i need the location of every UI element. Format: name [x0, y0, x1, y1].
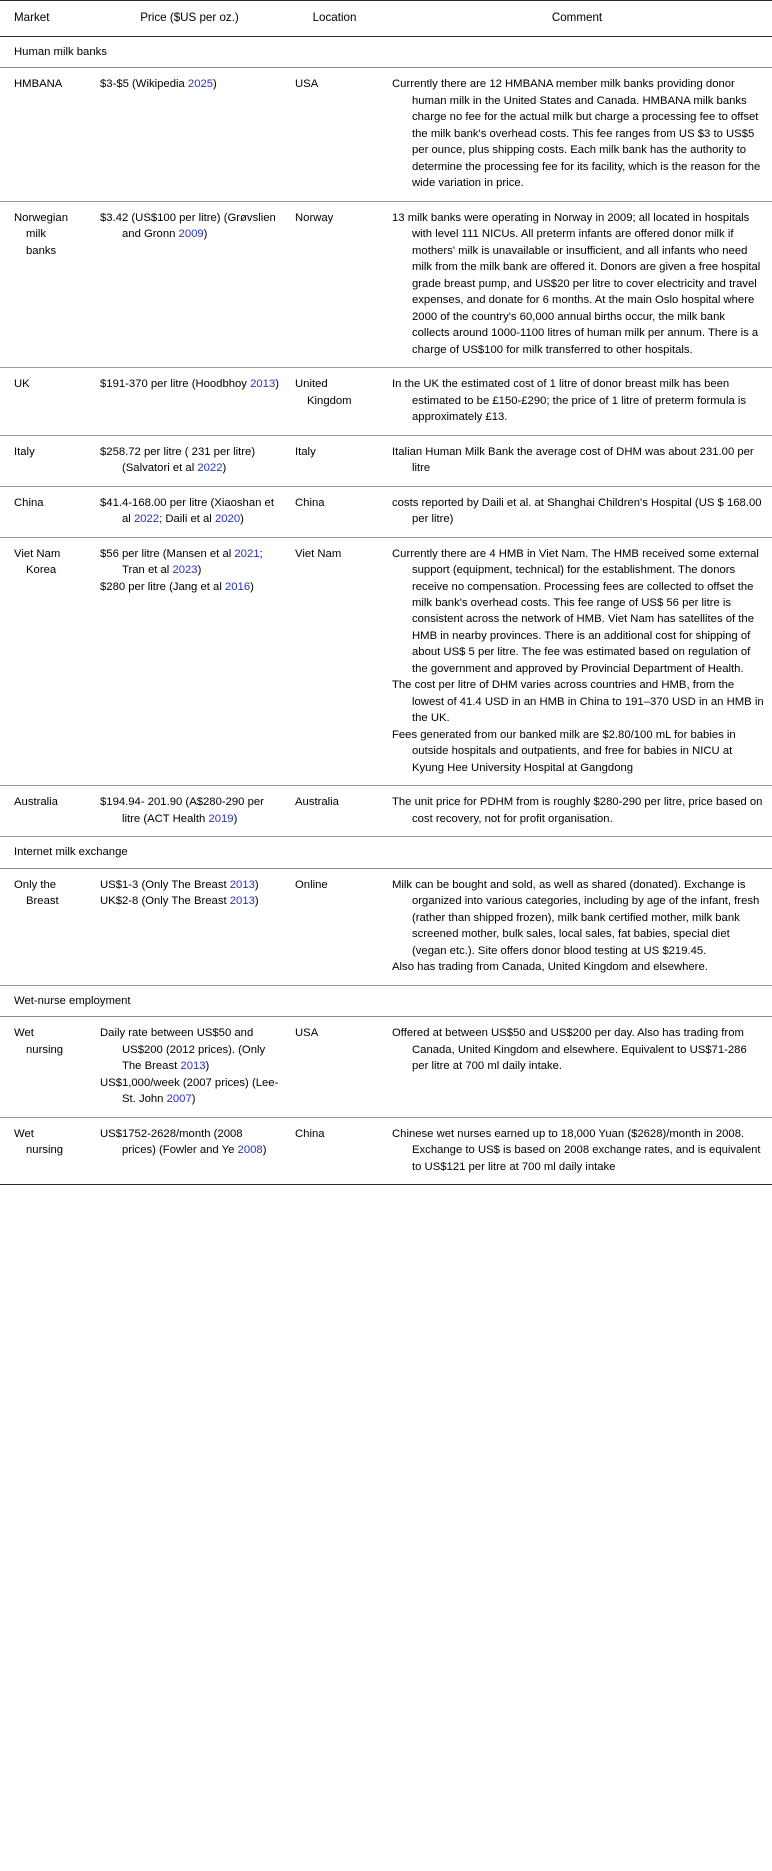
citation-year[interactable]: 2008 [237, 1144, 263, 1157]
cell-market [0, 201, 92, 367]
table-row [0, 786, 772, 837]
header-row [0, 1, 772, 37]
price-text: ) [213, 78, 217, 91]
cell-price [92, 201, 287, 367]
table-row [0, 868, 772, 985]
comment-paragraph: Currently there are 12 HMBANA member milk banks providing donor human milk in the United States and Canada. HMBANA milk banks charge no fee for the actual milk but charge a processing fee to offset the milk bank's overhead costs. This fee ranges from US $3 to US$5 per ounce, plus shipping costs. Each milk bank has the authority to determine the processing fee for its facility, which is the reason for the wide variation in price. [392, 78, 761, 190]
price-text: $280 per litre (Jang et al [100, 580, 225, 593]
column-header-market: Market [0, 1, 92, 37]
price-text: ) [205, 1060, 210, 1073]
table-row [0, 435, 772, 486]
section-title: Internet milk exchange [0, 837, 772, 868]
price-entry [100, 444, 279, 477]
section-title: Human milk banks [0, 36, 772, 67]
cell-comment [382, 1117, 772, 1184]
market-line: China [14, 496, 44, 509]
location-line: Kingdom [307, 394, 352, 407]
cell-location [287, 1117, 382, 1184]
market-line: Australia [14, 796, 58, 809]
table-section-header-row [0, 837, 772, 868]
citation-year[interactable]: 2019 [208, 812, 234, 825]
table-row [0, 368, 772, 435]
price-entry [100, 1025, 279, 1074]
cell-price [92, 1117, 287, 1184]
citation-year[interactable]: 2020 [214, 513, 241, 526]
location-line: USA [295, 78, 319, 91]
price-entry [100, 210, 279, 243]
cell-price [92, 868, 287, 985]
cell-location [287, 368, 382, 435]
table-row [0, 537, 772, 786]
cell-location [287, 1017, 382, 1117]
price-entry [100, 579, 279, 595]
price-entry [100, 794, 279, 827]
price-text: US$1,000/week (2007 prices) (Lee-St. John [100, 1076, 279, 1106]
column-header-price: Price ($US per oz.) [92, 1, 287, 37]
table-header [0, 1, 772, 37]
section-title: Wet-nurse employment [0, 985, 772, 1016]
cell-market [0, 68, 92, 201]
market-line: Norwegian [14, 211, 69, 224]
citation-year[interactable]: 2022 [197, 462, 223, 475]
price-text: ; Daili et al [159, 513, 215, 526]
cell-location [287, 435, 382, 486]
price-entry [100, 877, 279, 893]
cell-price [92, 1017, 287, 1117]
cell-market [0, 868, 92, 985]
price-text: Daily rate between US$50 and US$200 (2012 prices). (Only The Breast [100, 1027, 266, 1073]
table-section-header-row [0, 985, 772, 1016]
market-line: HMBANA [14, 78, 63, 91]
table-row [0, 486, 772, 537]
cell-location [287, 786, 382, 837]
price-entry [100, 376, 279, 392]
market-line: Italy [14, 445, 35, 458]
price-text: ) [240, 513, 244, 526]
market-line: Wet [14, 1027, 34, 1040]
cell-price [92, 68, 287, 201]
cell-price [92, 786, 287, 837]
price-text: US$1-3 (Only The Breast [100, 878, 230, 891]
cell-comment [382, 435, 772, 486]
price-text: ) [262, 1144, 267, 1157]
cell-comment [382, 1017, 772, 1117]
citation-year[interactable]: 2016 [224, 580, 251, 593]
cell-market [0, 1017, 92, 1117]
cell-comment [382, 368, 772, 435]
cell-market [0, 486, 92, 537]
citation-year[interactable]: 2007 [166, 1093, 192, 1106]
cell-location [287, 537, 382, 786]
table-row [0, 1117, 772, 1184]
price-text: $3-$5 (Wikipedia [100, 78, 188, 91]
table-section-header-row [0, 36, 772, 67]
cell-price [92, 368, 287, 435]
comment-paragraph: Italian Human Milk Bank the average cost of DHM was about 231.00 per litre [392, 445, 754, 475]
price-text: ) [203, 228, 208, 241]
citation-year[interactable]: 2021 [234, 547, 260, 560]
cell-market [0, 537, 92, 786]
price-entry [100, 495, 279, 528]
price-text: ) [191, 1093, 196, 1106]
market-line: Viet Nam [14, 547, 61, 560]
cell-comment [382, 201, 772, 367]
comment-paragraph: costs reported by Daili et al. at Shanghai Children's Hospital (US $ 168.00 per litre) [392, 496, 762, 526]
price-text: ) [250, 580, 254, 593]
price-text: UK$2-8 (Only The Breast [100, 895, 230, 908]
price-text: ; Tran et al [122, 547, 263, 577]
price-text: ) [254, 878, 259, 891]
cell-market [0, 435, 92, 486]
cell-comment [382, 537, 772, 786]
price-entry [100, 893, 279, 909]
location-line: Italy [295, 445, 316, 458]
table-row [0, 201, 772, 367]
price-entry [100, 1126, 279, 1159]
citation-year[interactable]: 2013 [250, 378, 276, 391]
market-line: UK [14, 378, 30, 391]
cell-price [92, 537, 287, 786]
price-text: ) [254, 895, 259, 908]
comment-paragraph: Chinese wet nurses earned up to 18,000 Yuan ($2628)/month in 2008. Exchange to US$ is based on 2008 exchange rates, and is equivalent to US$121 per litre at 700 ml daily intake [392, 1127, 761, 1173]
location-line: China [295, 1127, 325, 1140]
price-text: $3.42 (US$100 per litre) (Grøvslien and Gronn [100, 211, 276, 241]
price-text: $258.72 per litre ( 231 per litre) (Salvatori et al [100, 445, 256, 475]
cell-comment [382, 486, 772, 537]
location-line: Norway [295, 211, 334, 224]
cell-market [0, 368, 92, 435]
table-body [0, 36, 772, 1184]
price-text: US$1752-2628/month (2008 prices) (Fowler and Ye [100, 1127, 243, 1157]
market-line: milk [26, 228, 47, 241]
citation-year[interactable]: 2022 [133, 513, 160, 526]
comment-paragraph: The cost per litre of DHM varies across countries and HMB, from the lowest of 41.4 USD in an HMB in China to 191–370 USD in an HMB in the UK. [392, 679, 764, 725]
price-text: ) [222, 462, 227, 475]
market-line: Only the [14, 878, 57, 891]
location-line: China [295, 496, 325, 509]
comment-paragraph: Fees generated from our banked milk are $2.80/100 mL for babies in outside hospitals and outpatients, and free for babies in NICU at Kyung Hee University Hospital at Gangdong [392, 728, 736, 774]
citation-year[interactable]: 2013 [229, 878, 255, 891]
price-entry [100, 546, 279, 579]
market-line: Korea [26, 564, 57, 577]
cell-comment [382, 68, 772, 201]
location-line: United [295, 378, 328, 391]
citation-year[interactable]: 2025 [187, 78, 214, 91]
location-line: Online [295, 878, 328, 891]
market-line: Wet [14, 1127, 34, 1140]
cell-location [287, 201, 382, 367]
comment-paragraph: Also has trading from Canada, United Kingdom and elsewhere. [392, 961, 708, 974]
column-header-location: Location [287, 1, 382, 37]
market-line: Breast [26, 895, 59, 908]
citation-year[interactable]: 2023 [172, 564, 198, 577]
price-entry [100, 1075, 279, 1108]
market-line: banks [26, 244, 57, 257]
citation-year[interactable]: 2009 [178, 228, 204, 241]
table-row [0, 68, 772, 201]
price-text: ) [275, 378, 279, 391]
comment-paragraph: Milk can be bought and sold, as well as shared (donated). Exchange is organized into various categories, including by age of the infant, fresh (rather than shipped frozen), milk bank certified mother, milk bank screened mother, bulk sales, local sales, fat babies, special diet (vegan etc.). Site offers donor blood testing at US $219.45. [392, 878, 760, 957]
cell-price [92, 435, 287, 486]
table-row [0, 1017, 772, 1117]
market-line: nursing [26, 1144, 64, 1157]
cell-location [287, 868, 382, 985]
cell-comment [382, 786, 772, 837]
location-line: Australia [295, 796, 339, 809]
comment-paragraph: The unit price for PDHM from is roughly $280-290 per litre, price based on cost recovery, not for profit organisation. [392, 796, 763, 825]
comment-paragraph: 13 milk banks were operating in Norway in 2009; all located in hospitals with level 111 NICUs. All preterm infants are offered donor milk if mothers' milk is unavailable or insufficient, and all infants who need milk from the milk bank are offered it. Donors are given a free hospital grade breast pump, and US$20 per litre to cover electricity and travel expenses, and donate for 6 months. At the main Oslo hospital where 2000 of the country's 60,000 annual births occur, the milk bank collects around 1000-1100 litres of human milk per annum. There is a charge of US$100 for milk transferred to other hospitals. [392, 211, 761, 356]
location-line: Viet Nam [295, 547, 342, 560]
price-text: $56 per litre (Mansen et al [100, 547, 235, 560]
column-header-comment: Comment [382, 1, 772, 37]
cell-price [92, 486, 287, 537]
cell-comment [382, 868, 772, 985]
citation-year[interactable]: 2013 [229, 895, 255, 908]
market-line: nursing [26, 1043, 64, 1056]
cell-location [287, 68, 382, 201]
citation-year[interactable]: 2013 [180, 1060, 206, 1073]
price-text: $194.94- 201.90 (A$280-290 per litre (ACT Health [100, 796, 264, 825]
price-text: ) [197, 564, 202, 577]
cell-market [0, 786, 92, 837]
cell-location [287, 486, 382, 537]
location-line: USA [295, 1027, 319, 1040]
comment-paragraph: In the UK the estimated cost of 1 litre of donor breast milk has been estimated to be £150-£290; the price of 1 litre of preterm formula is approximately £13. [392, 378, 747, 424]
price-text: ) [233, 812, 238, 825]
cell-market [0, 1117, 92, 1184]
price-text: $191-370 per litre (Hoodbhoy [100, 378, 251, 391]
comment-paragraph: Offered at between US$50 and US$200 per day. Also has trading from Canada, United Kingdom and elsewhere. Equivalent to US$71-286 per litre at 700 ml daily intake. [392, 1027, 747, 1073]
price-entry [100, 76, 279, 92]
price-text: $41.4-168.00 per litre (Xiaoshan et al [100, 496, 274, 526]
comment-paragraph: Currently there are 4 HMB in Viet Nam. The HMB received some external support (equipment, technical) for the establishment. The donors receive no compensation. Processing fees are collected to offset the milk bank's overhead costs. This fee range of US$ 56 per litre is consistent across the network of HMB. Viet Nam has satellites of the HMB in nearby provinces. There is an additional cost for shipping of about US$ 5 per litre. The fee was estimated based on regulation of the government and approved by Provincial Department of Health. [392, 547, 759, 675]
